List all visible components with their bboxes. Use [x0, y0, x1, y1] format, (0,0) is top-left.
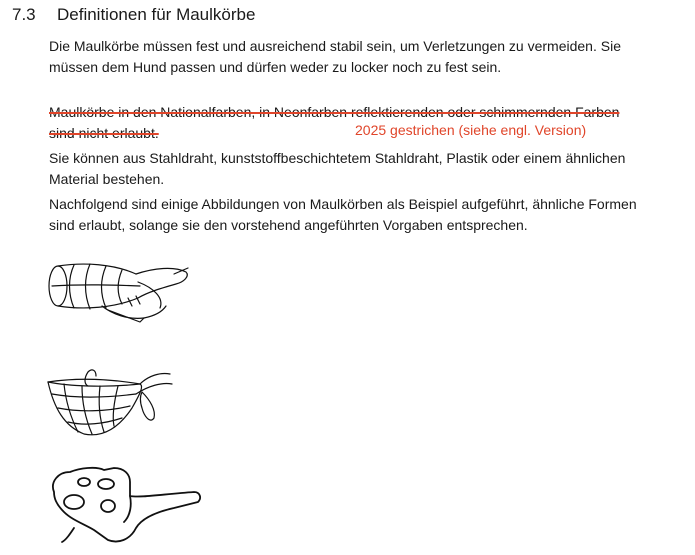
muzzle-illustration-mesh: [44, 364, 176, 444]
muzzle-illustration-plastic: [44, 462, 204, 548]
paragraph-examples: Nachfolgend sind einige Abbildungen von Maulkörben als Beispiel aufgeführt, ähnliche Formen sind erlaubt, solange sie den vorstehend angeführten Vorgaben entsprechen.: [49, 196, 637, 233]
muzzle-illustration-basket: [44, 258, 194, 330]
paragraph-materials: Sie können aus Stahldraht, kunststoffbeschichtetem Stahldraht, Plastik oder einem ähnlichen Material bestehen.: [49, 150, 626, 187]
section-number: 7.3: [12, 5, 36, 24]
struck-text: Maulkörbe in den Nationalfarben, in Neonfarben reflektierenden oder schimmernden Farben sind nicht erlaubt.: [49, 104, 620, 141]
section-title: Definitionen für Maulkörbe: [57, 5, 256, 24]
section-heading: [12, 4, 255, 26]
paragraph-muzzle-requirements: Die Maulkörbe müssen fest und ausreichend stabil sein, um Verletzungen zu vermeiden. Sie müssen dem Hund passen und dürfen weder zu locker noch zu fest sein.: [49, 38, 621, 75]
deletion-note: 2025 gestrichen (siehe engl. Version): [355, 122, 587, 138]
